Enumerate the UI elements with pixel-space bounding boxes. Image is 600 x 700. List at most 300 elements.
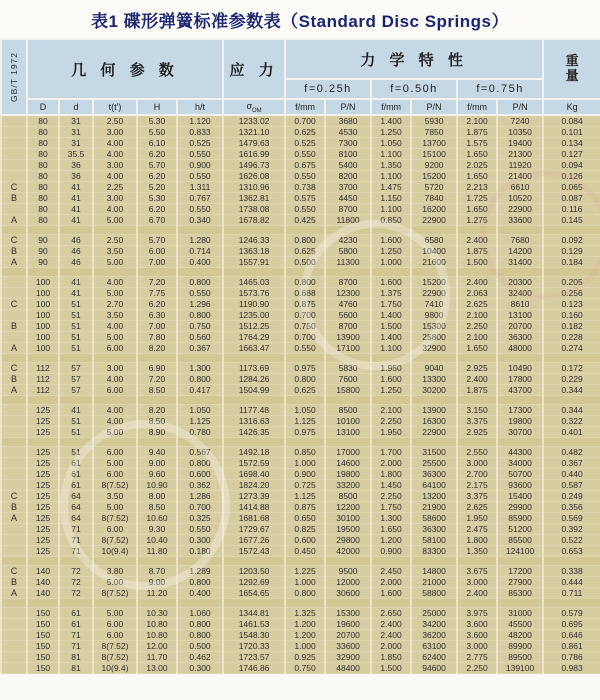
value-cell: 0.800: [177, 458, 223, 469]
empty-cell: [285, 396, 325, 405]
value-cell: 31000: [497, 608, 543, 619]
value-cell: 57: [59, 374, 93, 385]
value-cell: 8(7.52): [93, 513, 137, 524]
value-cell: 14600: [325, 458, 371, 469]
value-cell: 29900: [497, 502, 543, 513]
empty-cell: [137, 438, 177, 447]
value-cell: 1.800: [371, 469, 411, 480]
value-cell: 7.20: [137, 374, 177, 385]
value-cell: 5.70: [137, 160, 177, 171]
value-cell: 22900: [411, 427, 457, 438]
empty-cell: [1, 226, 27, 235]
value-cell: 6.70: [137, 215, 177, 226]
empty-cell: [27, 438, 59, 447]
value-cell: 9.00: [137, 458, 177, 469]
value-cell: 15300: [411, 321, 457, 332]
table-row: [1, 193, 600, 204]
value-cell: 4.00: [93, 138, 137, 149]
value-cell: 33600: [325, 641, 371, 652]
value-cell: 1.450: [371, 480, 411, 491]
mechanical-header: 力 学 特 性: [285, 39, 543, 79]
value-cell: 1.575: [457, 138, 497, 149]
value-cell: 64: [59, 513, 93, 524]
table-row: [1, 182, 600, 193]
group-separator-row: [1, 438, 600, 447]
value-cell: 0.500: [177, 641, 223, 652]
value-cell: 8.70: [137, 566, 177, 577]
value-cell: 8.50: [137, 385, 177, 396]
series-cell: [1, 277, 27, 288]
value-cell: 4230: [325, 235, 371, 246]
value-cell: 1678.82: [223, 215, 285, 226]
value-cell: 0.800: [177, 630, 223, 641]
series-cell: A: [1, 385, 27, 396]
value-cell: 5.00: [93, 502, 137, 513]
value-cell: 1.850: [371, 652, 411, 663]
value-cell: 1246.33: [223, 235, 285, 246]
value-cell: 19800: [325, 469, 371, 480]
value-cell: 17100: [325, 343, 371, 354]
value-cell: 125: [27, 491, 59, 502]
value-cell: 0.338: [543, 566, 600, 577]
value-cell: 125: [27, 469, 59, 480]
empty-cell: [325, 354, 371, 363]
value-cell: 1.400: [371, 332, 411, 343]
value-cell: 0.462: [177, 652, 223, 663]
value-cell: 1461.53: [223, 619, 285, 630]
value-cell: 13900: [411, 405, 457, 416]
value-cell: 0.700: [285, 332, 325, 343]
value-cell: 0.425: [285, 215, 325, 226]
value-cell: 7240: [497, 115, 543, 127]
empty-cell: [59, 438, 93, 447]
table-row: [1, 566, 600, 577]
value-cell: 0.975: [285, 363, 325, 374]
empty-cell: [27, 396, 59, 405]
value-cell: 5.70: [137, 235, 177, 246]
table-row: [1, 524, 600, 535]
series-cell: [1, 138, 27, 149]
value-cell: 10.30: [137, 608, 177, 619]
value-cell: 30700: [497, 427, 543, 438]
series-cell: [1, 469, 27, 480]
value-cell: 125: [27, 524, 59, 535]
value-cell: 0.700: [177, 502, 223, 513]
value-cell: 3.50: [93, 491, 137, 502]
value-cell: 5600: [325, 310, 371, 321]
table-row: [1, 641, 600, 652]
value-cell: 3.675: [457, 566, 497, 577]
empty-cell: [411, 599, 457, 608]
series-cell: C: [1, 363, 27, 374]
empty-cell: [1, 396, 27, 405]
value-cell: 80: [27, 215, 59, 226]
value-cell: 13900: [325, 332, 371, 343]
value-cell: 10(9.4): [93, 663, 137, 674]
value-cell: 0.116: [543, 204, 600, 215]
series-cell: [1, 171, 27, 182]
value-cell: 1654.65: [223, 588, 285, 599]
value-cell: 7410: [411, 299, 457, 310]
value-cell: 58600: [411, 513, 457, 524]
empty-cell: [1, 268, 27, 277]
empty-cell: [223, 268, 285, 277]
value-cell: 15300: [325, 608, 371, 619]
value-cell: 2.400: [457, 235, 497, 246]
value-cell: 0.861: [543, 641, 600, 652]
value-cell: 100: [27, 321, 59, 332]
value-cell: 85500: [497, 535, 543, 546]
value-cell: 5.30: [137, 193, 177, 204]
value-cell: 7.00: [137, 257, 177, 268]
value-cell: 0.500: [285, 257, 325, 268]
value-cell: 5830: [325, 363, 371, 374]
value-cell: 0.725: [285, 480, 325, 491]
value-cell: 8.00: [137, 491, 177, 502]
value-cell: 46: [59, 235, 93, 246]
value-cell: 0.300: [177, 663, 223, 674]
table-row: [1, 160, 600, 171]
value-cell: 1764.29: [223, 332, 285, 343]
value-cell: 4450: [325, 193, 371, 204]
table-row: [1, 171, 600, 182]
value-cell: 1572.43: [223, 546, 285, 557]
empty-cell: [325, 438, 371, 447]
value-cell: 3.000: [457, 458, 497, 469]
value-cell: 0.145: [543, 215, 600, 226]
value-cell: 1548.30: [223, 630, 285, 641]
value-cell: 9.60: [137, 469, 177, 480]
value-cell: 1316.63: [223, 416, 285, 427]
value-cell: 2.213: [457, 182, 497, 193]
value-cell: 51: [59, 447, 93, 458]
value-cell: 1.125: [285, 416, 325, 427]
empty-cell: [137, 599, 177, 608]
value-cell: 61: [59, 619, 93, 630]
value-cell: 94600: [411, 663, 457, 674]
value-cell: 1190.90: [223, 299, 285, 310]
value-cell: 57: [59, 385, 93, 396]
value-cell: 31: [59, 127, 93, 138]
value-cell: 4.00: [93, 405, 137, 416]
value-cell: 15400: [497, 491, 543, 502]
value-cell: 12.00: [137, 641, 177, 652]
value-cell: 5.20: [137, 182, 177, 193]
value-cell: 1.750: [371, 299, 411, 310]
value-cell: 2.925: [457, 427, 497, 438]
table-row: [1, 502, 600, 513]
value-cell: 1.600: [371, 235, 411, 246]
value-cell: 93600: [497, 480, 543, 491]
value-cell: 5.00: [93, 577, 137, 588]
value-cell: 0.129: [543, 246, 600, 257]
value-cell: 1.200: [371, 535, 411, 546]
value-cell: 0.800: [177, 310, 223, 321]
value-cell: 15200: [411, 171, 457, 182]
value-cell: 1.050: [371, 138, 411, 149]
value-cell: 51: [59, 416, 93, 427]
value-cell: 1.600: [371, 277, 411, 288]
value-cell: 2.70: [93, 299, 137, 310]
value-cell: 0.400: [177, 588, 223, 599]
value-cell: 1.500: [371, 321, 411, 332]
table-row: [1, 277, 600, 288]
value-cell: 51: [59, 299, 93, 310]
value-cell: 85900: [497, 513, 543, 524]
empty-cell: [457, 396, 497, 405]
value-cell: 125: [27, 416, 59, 427]
table-row: [1, 588, 600, 599]
table-header: [1, 39, 600, 115]
value-cell: 8700: [325, 277, 371, 288]
empty-cell: [411, 557, 457, 566]
value-cell: 11.20: [137, 588, 177, 599]
value-cell: 41: [59, 204, 93, 215]
value-cell: 1177.48: [223, 405, 285, 416]
value-cell: 20700: [497, 321, 543, 332]
value-cell: 2.400: [371, 630, 411, 641]
value-cell: 25000: [411, 608, 457, 619]
value-cell: 0.550: [177, 288, 223, 299]
series-cell: [1, 524, 27, 535]
value-cell: 0.560: [177, 332, 223, 343]
value-cell: 13200: [411, 491, 457, 502]
value-cell: 14800: [411, 566, 457, 577]
weight-header: 重量: [565, 53, 579, 83]
value-cell: 15800: [325, 385, 371, 396]
empty-cell: [1, 557, 27, 566]
value-cell: 0.550: [285, 204, 325, 215]
value-cell: 20700: [325, 630, 371, 641]
value-cell: 42000: [325, 546, 371, 557]
value-cell: 51: [59, 321, 93, 332]
value-cell: 0.134: [543, 138, 600, 149]
col-sigma: $\sigma_{OM}$: [223, 99, 285, 115]
value-cell: 1.700: [371, 447, 411, 458]
value-cell: 2.775: [457, 652, 497, 663]
value-cell: 4.00: [93, 277, 137, 288]
table-row: [1, 491, 600, 502]
value-cell: 30200: [411, 385, 457, 396]
series-cell: [1, 204, 27, 215]
value-cell: 36: [59, 171, 93, 182]
table-row: [1, 321, 600, 332]
value-cell: 4.00: [93, 374, 137, 385]
value-cell: 58800: [411, 588, 457, 599]
value-cell: 2.25: [93, 182, 137, 193]
table-row: [1, 149, 600, 160]
value-cell: 0.322: [543, 416, 600, 427]
weight-header-cell: [543, 39, 600, 99]
series-cell: C: [1, 235, 27, 246]
value-cell: 0.700: [285, 310, 325, 321]
value-cell: 85300: [497, 588, 543, 599]
value-cell: 6.00: [93, 447, 137, 458]
value-cell: 4.00: [93, 416, 137, 427]
value-cell: 0.087: [543, 193, 600, 204]
value-cell: 0.567: [177, 447, 223, 458]
value-cell: 10.40: [137, 535, 177, 546]
value-cell: 5800: [325, 246, 371, 257]
value-cell: 32400: [497, 288, 543, 299]
empty-cell: [177, 226, 223, 235]
empty-cell: [93, 354, 137, 363]
value-cell: 1.286: [177, 491, 223, 502]
empty-cell: [93, 226, 137, 235]
value-cell: 1.400: [371, 115, 411, 127]
value-cell: 0.653: [543, 546, 600, 557]
table-row: [1, 469, 600, 480]
value-cell: 1.500: [371, 663, 411, 674]
value-cell: 0.625: [285, 246, 325, 257]
value-cell: 6.30: [137, 310, 177, 321]
value-cell: 2.400: [457, 277, 497, 288]
value-cell: 8(7.52): [93, 652, 137, 663]
value-cell: 13100: [497, 310, 543, 321]
value-cell: 1235.00: [223, 310, 285, 321]
disc-spring-table: [0, 38, 600, 674]
value-cell: 36300: [497, 332, 543, 343]
value-cell: 0.367: [543, 458, 600, 469]
value-cell: 0.184: [543, 257, 600, 268]
empty-cell: [1, 599, 27, 608]
value-cell: 125: [27, 546, 59, 557]
series-cell: C: [1, 491, 27, 502]
value-cell: 2.550: [457, 447, 497, 458]
value-cell: 0.344: [543, 385, 600, 396]
value-cell: 0.228: [543, 332, 600, 343]
empty-cell: [137, 354, 177, 363]
value-cell: 100: [27, 277, 59, 288]
value-cell: 50700: [497, 469, 543, 480]
value-cell: 0.569: [543, 513, 600, 524]
table-row: [1, 332, 600, 343]
table-row: [1, 204, 600, 215]
value-cell: 0.249: [543, 491, 600, 502]
value-cell: 1.150: [371, 193, 411, 204]
value-cell: 36: [59, 160, 93, 171]
value-cell: 2.50: [93, 235, 137, 246]
value-cell: 125: [27, 447, 59, 458]
value-cell: 1.296: [177, 299, 223, 310]
geometry-header: 几 何 参 数: [27, 39, 223, 99]
value-cell: 0.126: [543, 171, 600, 182]
value-cell: 150: [27, 652, 59, 663]
value-cell: 8(7.52): [93, 588, 137, 599]
value-cell: 17200: [497, 566, 543, 577]
value-cell: 2.700: [457, 469, 497, 480]
value-cell: 1.350: [371, 160, 411, 171]
value-cell: 51: [59, 427, 93, 438]
value-cell: 0.767: [177, 193, 223, 204]
empty-cell: [223, 226, 285, 235]
value-cell: 1738.08: [223, 204, 285, 215]
value-cell: 80: [27, 160, 59, 171]
empty-cell: [457, 599, 497, 608]
table-row: [1, 343, 600, 354]
value-cell: 1.650: [457, 171, 497, 182]
value-cell: 2.650: [371, 608, 411, 619]
table-row: [1, 535, 600, 546]
empty-cell: [371, 354, 411, 363]
value-cell: 0.256: [543, 288, 600, 299]
value-cell: 5.00: [93, 427, 137, 438]
value-cell: 125: [27, 405, 59, 416]
value-cell: 0.344: [543, 405, 600, 416]
value-cell: 0.450: [285, 546, 325, 557]
value-cell: 2.925: [457, 363, 497, 374]
value-cell: 80: [27, 204, 59, 215]
value-cell: 0.084: [543, 115, 600, 127]
group-separator-row: [1, 226, 600, 235]
value-cell: 17800: [497, 374, 543, 385]
value-cell: 8100: [325, 149, 371, 160]
value-cell: 0.983: [543, 663, 600, 674]
series-cell: [1, 149, 27, 160]
value-cell: 1173.69: [223, 363, 285, 374]
value-cell: 0.587: [543, 480, 600, 491]
empty-cell: [543, 599, 600, 608]
value-cell: 8(7.52): [93, 641, 137, 652]
value-cell: 3.00: [93, 160, 137, 171]
value-cell: 34000: [497, 458, 543, 469]
value-cell: 0.850: [371, 215, 411, 226]
value-cell: 8700: [325, 321, 371, 332]
value-cell: 83300: [411, 546, 457, 557]
empty-cell: [177, 599, 223, 608]
value-cell: 0.800: [285, 277, 325, 288]
value-cell: 5.00: [93, 288, 137, 299]
value-cell: 0.800: [177, 577, 223, 588]
value-cell: 3.000: [457, 641, 497, 652]
value-cell: 140: [27, 566, 59, 577]
value-cell: 80: [27, 127, 59, 138]
value-cell: 0.367: [177, 343, 223, 354]
value-cell: 150: [27, 630, 59, 641]
empty-cell: [543, 354, 600, 363]
empty-cell: [137, 396, 177, 405]
value-cell: 10490: [497, 363, 543, 374]
value-cell: 1203.50: [223, 566, 285, 577]
value-cell: 1698.40: [223, 469, 285, 480]
table-row: [1, 577, 600, 588]
value-cell: 21600: [411, 257, 457, 268]
value-cell: 1677.26: [223, 535, 285, 546]
value-cell: 81: [59, 652, 93, 663]
series-cell: A: [1, 588, 27, 599]
col-P3: P/N: [497, 99, 543, 115]
value-cell: 32900: [411, 343, 457, 354]
empty-cell: [497, 354, 543, 363]
value-cell: 16300: [411, 416, 457, 427]
value-cell: 5.50: [137, 127, 177, 138]
value-cell: 1.400: [371, 310, 411, 321]
series-cell: B: [1, 577, 27, 588]
value-cell: 31: [59, 115, 93, 127]
value-cell: 0.094: [543, 160, 600, 171]
group-separator-row: [1, 396, 600, 405]
value-cell: 6.20: [137, 171, 177, 182]
empty-cell: [137, 268, 177, 277]
value-cell: 8.90: [137, 427, 177, 438]
empty-cell: [223, 438, 285, 447]
value-cell: 0.714: [177, 246, 223, 257]
value-cell: 0.525: [177, 138, 223, 149]
value-cell: 0.900: [371, 546, 411, 557]
table-row: [1, 405, 600, 416]
value-cell: 0.738: [285, 182, 325, 193]
value-cell: 2.100: [371, 405, 411, 416]
